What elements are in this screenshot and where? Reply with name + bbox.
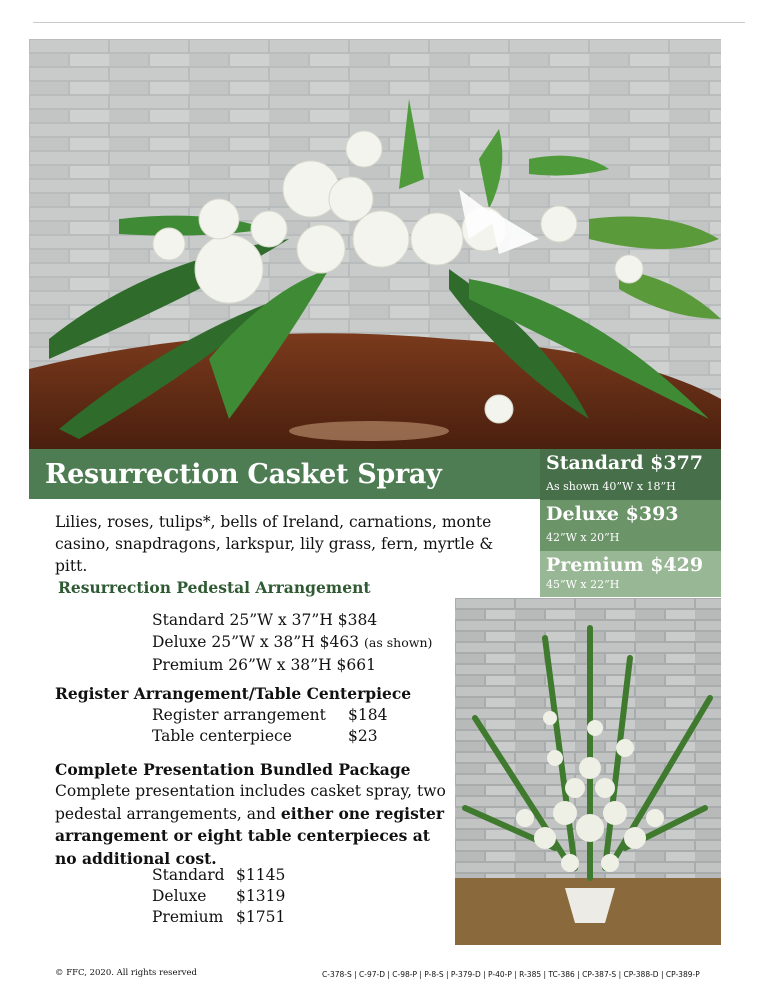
- register-price-list: [152, 705, 387, 747]
- pedestal-line: Standard 25”W x 37”H $384: [152, 611, 378, 629]
- product-title: Resurrection Casket Spray: [45, 458, 442, 490]
- price-row: Deluxe $1319: [152, 887, 286, 905]
- tier-standard: [540, 449, 721, 500]
- pedestal-price-list: [152, 609, 432, 676]
- bundle-description: Complete presentation includes casket spray, two pedestal arrangements, and either one register arrangement or eight table centerpieces at no additional cost.: [55, 782, 446, 868]
- bundle-highlight: either one register arrangement or eight table centerpieces at no additional cost.: [55, 803, 444, 868]
- tier-deluxe-price: Deluxe $393: [546, 503, 679, 525]
- tier-standard-price: Standard $377: [546, 452, 704, 474]
- pedestal-arrangement-photo: [455, 598, 721, 945]
- tier-standard-size: As shown 40”W x 18”H: [546, 480, 676, 493]
- tier-deluxe-size: 42”W x 20”H: [546, 531, 620, 544]
- price-row: Premium $1751: [152, 908, 286, 926]
- top-rule: [33, 22, 745, 23]
- price-row: Table centerpiece $23: [152, 727, 378, 745]
- product-codes: C-378-S | C-97-D | C-98-P | P-8-S | P-379-D | P-40-P | R-385 | TC-386 | CP-387-S | CP-388-D | CP-389-P: [322, 970, 700, 979]
- as-shown-note: (as shown): [364, 635, 433, 650]
- title-banner: [29, 449, 541, 499]
- copyright-notice: © FFC, 2020. All rights reserved: [55, 968, 197, 978]
- pedestal-line: Premium 26”W x 38”H $661: [152, 656, 376, 674]
- price-row: Standard $1145: [152, 866, 286, 884]
- pedestal-title: Resurrection Pedestal Arrangement: [58, 578, 371, 597]
- flower-description: Lilies, roses, tulips*, bells of Ireland, carnations, monte casino, snapdragons, larkspur, lily grass, fern, myrtle & pitt.: [55, 513, 494, 575]
- tier-premium-size: 45”W x 22”H: [546, 578, 620, 591]
- bundle-price-list: [152, 865, 285, 928]
- tier-premium-price: Premium $429: [546, 554, 704, 576]
- casket-spray-photo: [29, 39, 721, 449]
- pedestal-line: Deluxe 25”W x 38”H $463 (as shown): [152, 633, 433, 651]
- tier-premium: [540, 551, 721, 597]
- tier-deluxe: [540, 500, 721, 551]
- bundle-title: Complete Presentation Bundled Package: [55, 760, 411, 779]
- price-row: Register arrangement $184: [152, 706, 388, 724]
- register-title: Register Arrangement/Table Centerpiece: [55, 684, 412, 703]
